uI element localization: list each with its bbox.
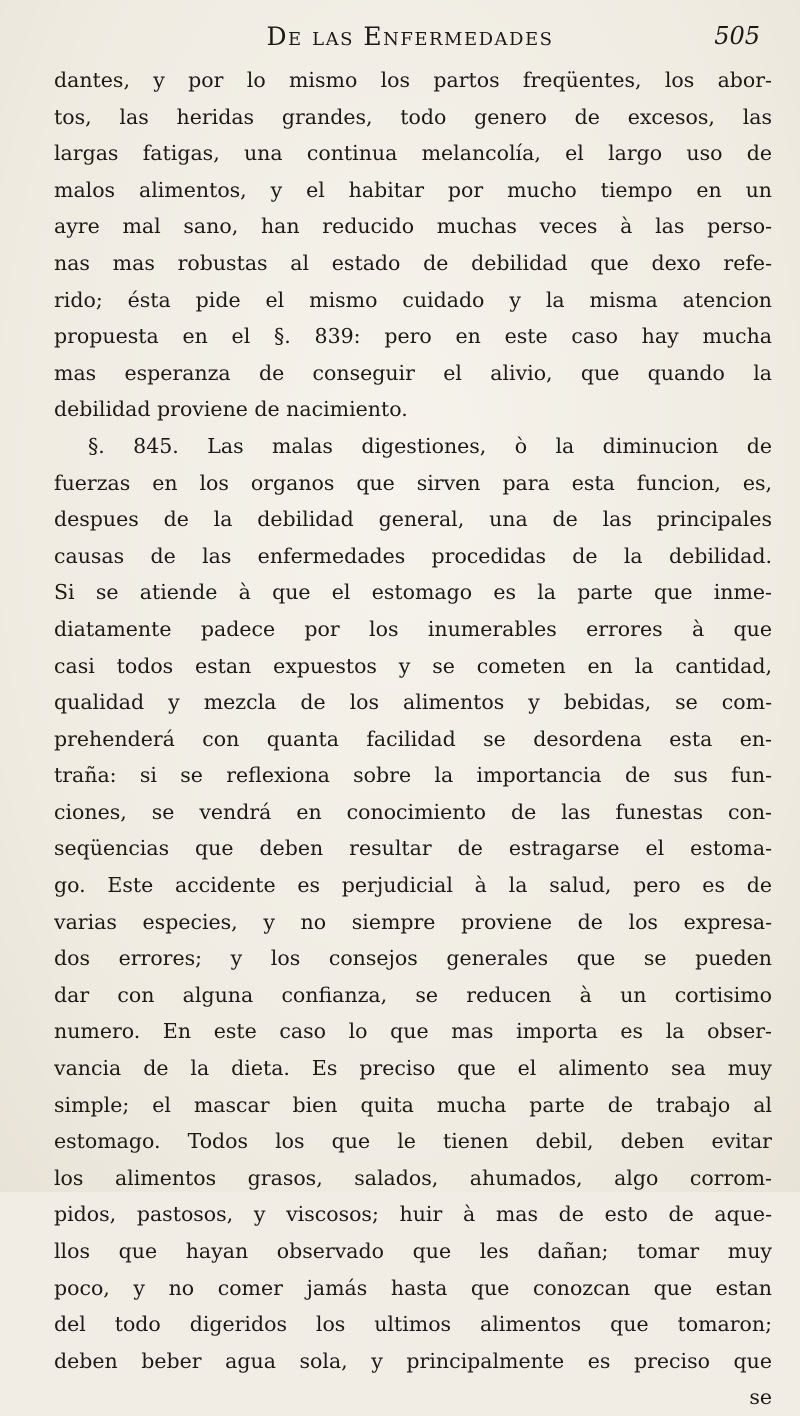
text-line: seqüencias que deben resultar de estragarse el estoma-	[54, 836, 772, 861]
text-line: ciones, se vendrá en conocimiento de las funestas con-	[54, 799, 772, 824]
text-line: estomago. Todos los que le tienen debil, deben evitar	[54, 1129, 772, 1154]
text-line: casi todos estan expuestos y se cometen en la cantidad,	[54, 653, 772, 678]
text-line: fuerzas en los organos que sirven para esta funcion, es,	[54, 470, 772, 495]
text-line: tos, las heridas grandes, todo genero de excesos, las	[54, 104, 772, 129]
text-line: poco, y no comer jamás hasta que conozcan que estan	[54, 1275, 772, 1300]
text-line: rido; ésta pide el mismo cuidado y la misma atencion	[54, 287, 772, 312]
text-line: despues de la debilidad general, una de las principales	[54, 507, 772, 532]
text-line: debilidad proviene de nacimiento.	[54, 397, 408, 422]
text-line: dar con alguna confianza, se reducen à un cortisimo	[54, 982, 772, 1007]
page-number: 505	[714, 22, 760, 50]
text-line: llos que hayan observado que les dañan; tomar muy	[54, 1239, 772, 1263]
text-line: nas mas robustas al estado de debilidad que dexo refe-	[54, 250, 772, 275]
text-line: Si se atiende à que el estomago es la parte que inme-	[54, 580, 772, 605]
running-head: De las Enfermedades	[266, 22, 554, 51]
text-line: §. 845. Las malas digestiones, ò la diminucion de	[88, 433, 772, 458]
text-line: ayre mal sano, han reducido muchas veces à las perso-	[54, 214, 772, 239]
text-line: prehenderá con quanta facilidad se desordena esta en-	[54, 726, 772, 751]
text-line: simple; el mascar bien quita mucha parte de trabajo al	[54, 1092, 772, 1117]
text-line: traña: si se reflexiona sobre la importancia de sus fun-	[54, 763, 772, 788]
page-header	[60, 22, 760, 58]
text-line: qualidad y mezcla de los alimentos y bebidas, se com-	[54, 690, 772, 715]
text-line: varias especies, y no siempre proviene de los expresa-	[54, 909, 772, 934]
text-line: propuesta en el §. 839: pero en este caso hay mucha	[54, 324, 772, 349]
catchword: se	[749, 1385, 772, 1410]
text-line: largas fatigas, una continua melancolía, el largo uso de	[54, 141, 772, 166]
text-line: los alimentos grasos, salados, ahumados, algo corrom-	[54, 1165, 772, 1190]
text-line: dantes, y por lo mismo los partos freqüentes, los abor-	[54, 68, 772, 92]
text-line: mas esperanza de conseguir el alivio, que quando la	[54, 360, 772, 385]
text-line: go. Este accidente es perjudicial à la salud, pero es de	[54, 873, 772, 898]
body-text	[54, 62, 772, 1416]
text-line: numero. En este caso lo que mas importa es la obser-	[54, 1019, 772, 1044]
text-line: pidos, pastosos, y viscosos; huir à mas de esto de aque-	[54, 1202, 772, 1227]
text-line: vancia de la dieta. Es preciso que el alimento sea muy	[54, 1056, 772, 1081]
text-line: del todo digeridos los ultimos alimentos que tomaron;	[54, 1312, 772, 1337]
text-line: causas de las enfermedades procedidas de la debilidad.	[54, 543, 772, 568]
text-line: dos errores; y los consejos generales que se pueden	[54, 946, 772, 971]
text-line: malos alimentos, y el habitar por mucho tiempo en un	[54, 177, 772, 202]
text-line: deben beber agua sola, y principalmente es preciso que	[54, 1348, 772, 1373]
text-line: diatamente padece por los inumerables errores à que	[54, 616, 772, 641]
